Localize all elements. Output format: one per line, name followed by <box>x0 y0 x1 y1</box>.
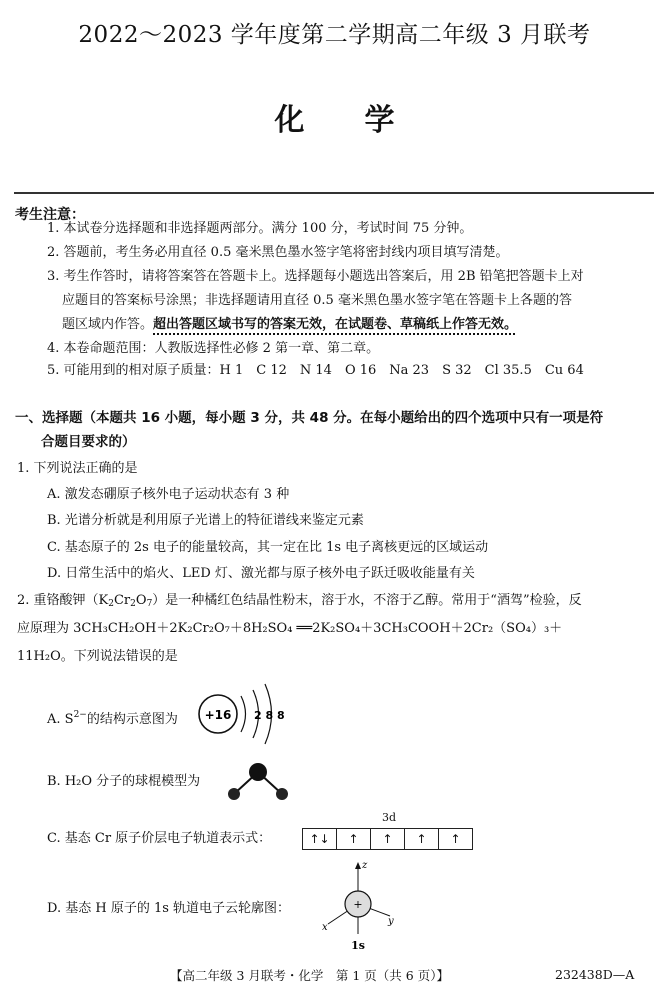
question-2-option-a <box>47 704 178 731</box>
notice-item: 4. 本卷命题范围：人教版选择性必修 2 第一章、第二章。 <box>47 341 380 356</box>
exam-title: 2022～2023 学年度第二学期高二年级 3 月联考 <box>78 22 591 48</box>
section-heading <box>15 406 660 454</box>
notice-title: 考生注意： <box>15 207 85 223</box>
axis-label-x: x <box>322 922 328 933</box>
electron-shells: 2 8 8 <box>254 709 285 722</box>
question-2-option-c: C. 基态 Cr 原子价层电子轨道表示式： <box>47 831 272 846</box>
question-2-option-d: D. 基态 H 原子的 1s 轨道电子云轮廓图： <box>47 901 291 916</box>
question-1-option-d: D. 日常生活中的焰火、LED 灯、激光都与原子核外电子跃迁吸收能量有关 <box>47 566 475 581</box>
question-1-option-a: A. 激发态硼原子核外电子运动状态有 3 种 <box>47 487 290 502</box>
question-2-option-b: B. H₂O 分子的球棍模型为 <box>47 774 201 789</box>
option-text: 的结构示意图为 <box>86 712 178 727</box>
water-ball-stick-model <box>222 760 294 804</box>
notice-item: 1. 本试卷分选择题和非选择题两部分。满分 100 分，考试时间 75 分钟。 <box>47 221 473 236</box>
orbital-box: ↑ <box>450 832 461 846</box>
subject-title: 化学 <box>274 103 455 138</box>
orbital-box: ↑ <box>337 829 371 849</box>
nucleus-plus: + <box>353 898 363 911</box>
section-heading-line: 一、选择题（本题共 16 小题，每小题 3 分，共 48 分。在每小题给出的四个选项中只有一项是符 <box>15 410 604 426</box>
notice-item-text: 题区域内作答。 <box>62 317 154 332</box>
orbital-box: ↑ <box>371 829 405 849</box>
header-divider <box>14 192 654 194</box>
q2-stem-part: 2. 重铬酸钾（K <box>17 593 109 608</box>
subscript: 2 <box>130 599 136 609</box>
superscript: 2− <box>73 710 87 720</box>
notice-item: 应题目的答案标号涂黑；非选择题请用直径 0.5 毫米黑色墨水签字笔在答题卡上各题的答 <box>62 293 572 308</box>
question-2-stem <box>17 590 582 615</box>
notice-item <box>62 314 517 336</box>
question-2-equation: 应原理为 3CH₃CH₂OH＋2K₂Cr₂O₇＋8H₂SO₄ ══2K₂SO₄＋3CH₃COOH＋2Cr₂（SO₄）₃＋ <box>17 621 563 636</box>
subscript: 2 <box>108 599 114 609</box>
axis-label-y: y <box>388 916 394 927</box>
paper-code: 232438D—A <box>555 967 635 982</box>
axis-label-z: z <box>362 860 368 871</box>
notice-item: 3. 考生作答时，请将答案答在答题卡上。选择题每小题选出答案后，用 2B 铅笔把答题卡上对 <box>47 269 584 284</box>
orbital-diagram <box>302 828 473 850</box>
orbital-box: ↑↓ <box>303 829 337 849</box>
notice-emphasis: 超出答题区域书写的答案无效，在试题卷、草稿纸上作答无效。 <box>153 317 518 332</box>
q2-stem-part: ）是一种橘红色结晶性粉末，溶于水，不溶于乙醇。常用于“酒驾”检验，反 <box>152 593 582 608</box>
sulfide-ion-structure-diagram <box>196 680 292 750</box>
page-footer: 【高二年级 3 月联考・化学 第 1 页（共 6 页）】 <box>170 968 449 983</box>
option-text: A. S <box>47 712 74 727</box>
nucleus-label: +16 <box>204 708 232 722</box>
orbital-box: ↑ <box>405 829 439 849</box>
q2-stem-part: O <box>135 593 147 608</box>
notice-item: 5. 可能用到的相对原子质量：H 1 C 12 N 14 O 16 Na 23 S 32 Cl 35.5 Cu 64 <box>47 363 584 378</box>
orbital-label-3d: 3d <box>382 811 397 824</box>
question-2-stem-end: 11H₂O。下列说法错误的是 <box>17 649 178 664</box>
s-orbital-cloud-diagram <box>318 856 398 952</box>
question-1-option-c: C. 基态原子的 2s 电子的能量较高，其一定在比 1s 电子离核更远的区域运动 <box>47 540 489 555</box>
section-heading-line: 合题目要求的） <box>41 434 136 450</box>
orbital-1s-label: 1s <box>351 939 365 952</box>
question-1-option-b: B. 光谱分析就是利用原子光谱上的特征谱线来鉴定元素 <box>47 513 364 528</box>
question-1-stem: 1. 下列说法正确的是 <box>17 461 138 476</box>
notice-item: 2. 答题前，考生务必用直径 0.5 毫米黑色墨水签字笔将密封线内项目填写清楚。 <box>47 245 509 260</box>
q2-stem-part: Cr <box>113 593 131 608</box>
subscript: 7 <box>146 599 153 609</box>
